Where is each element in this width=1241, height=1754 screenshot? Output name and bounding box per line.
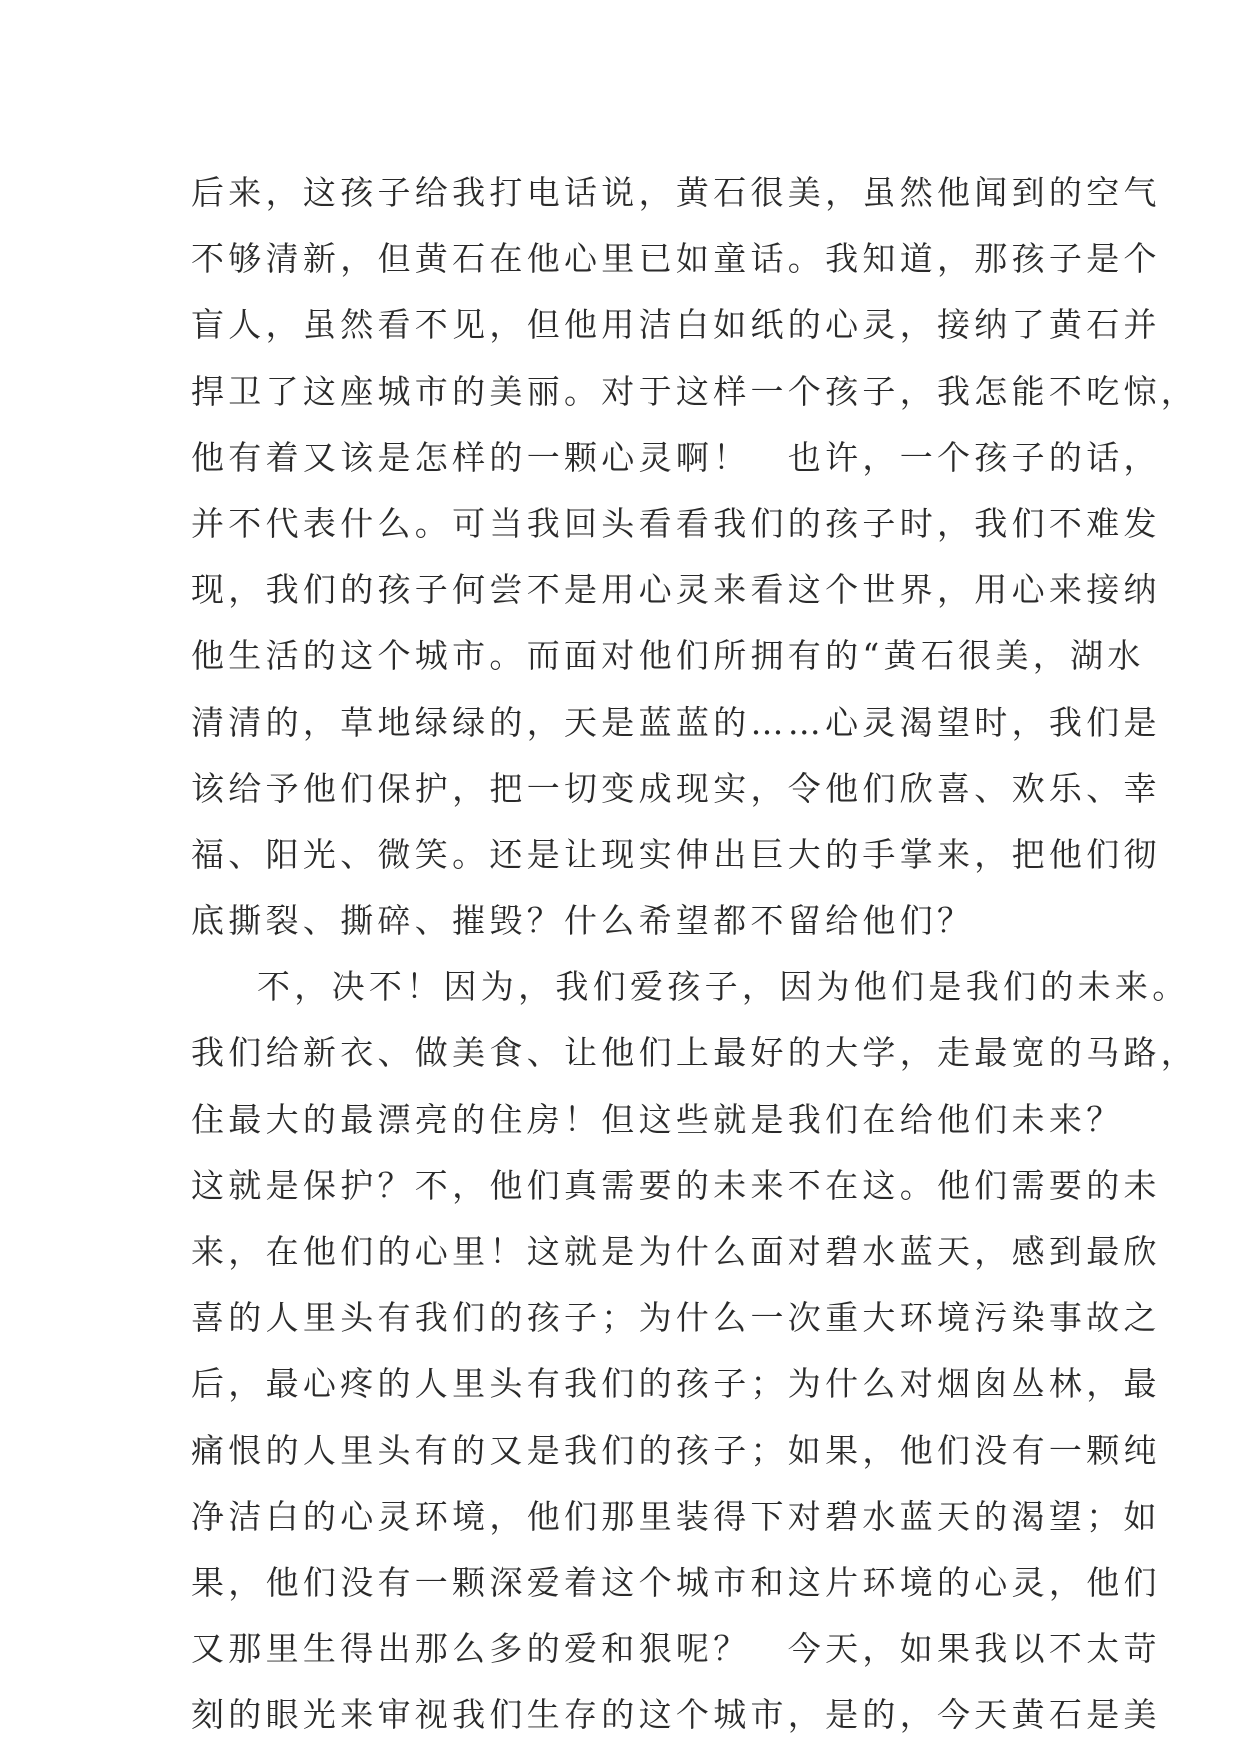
text-line: 底撕裂、撕碎、摧毁？什么希望都不留给他们？ — [191, 901, 975, 941]
text-line: 这就是保护？不，他们真需要的未来不在这。他们需要的未 — [191, 1165, 1161, 1205]
text-line: 来，在他们的心里！这就是为什么面对碧水蓝天，感到最欣 — [191, 1232, 1161, 1271]
text-line: 现，我们的孩子何尝不是用心灵来看这个世界，用心来接纳 — [191, 570, 1161, 610]
text-line: 盲人，虽然看不见，但他用洁白如纸的心灵，接纳了黄石并 — [191, 305, 1161, 345]
paragraph-first-line: 不，决不！因为，我们爱孩子，因为他们是我们的未来。 — [257, 967, 1190, 1007]
text-line: 净洁白的心灵环境，他们那里装得下对碧水蓝天的渴望；如 — [191, 1496, 1161, 1536]
text-line: 后，最心疼的人里头有我们的孩子；为什么对烟囱丛林，最 — [191, 1364, 1161, 1404]
text-line: 清清的，草地绿绿的，天是蓝蓝的……心灵渴望时，我们是 — [191, 702, 1161, 742]
text-line: 该给予他们保护，把一切变成现实，令他们欣喜、欢乐、幸 — [191, 768, 1161, 808]
text-line: 后来，这孩子给我打电话说，黄石很美，虽然他闻到的空气 — [191, 173, 1161, 212]
text-line: 并不代表什么。可当我回头看看我们的孩子时，我们不难发 — [191, 503, 1161, 543]
text-line: 刻的眼光来审视我们生存的这个城市，是的，今天黄石是美 — [191, 1695, 1161, 1735]
text-line: 福、阳光、微笑。还是让现实伸出巨大的手掌来，把他们彻 — [191, 834, 1161, 874]
text-line: 又那里生得出那么多的爱和狠呢？ 今天，如果我以不太苛 — [191, 1629, 1161, 1669]
text-line: 捍卫了这座城市的美丽。对于这样一个孩子，我怎能不吃惊， — [191, 371, 1199, 411]
text-line: 喜的人里头有我们的孩子；为什么一次重大环境污染事故之 — [191, 1298, 1161, 1338]
text-line: 不够清新，但黄石在他心里已如童话。我知道，那孩子是个 — [191, 239, 1161, 279]
text-line: 他有着又该是怎样的一颗心灵啊！ 也许，一个孩子的话， — [191, 437, 1161, 477]
text-line: 我们给新衣、做美食、让他们上最好的大学，走最宽的马路， — [191, 1033, 1199, 1073]
text-line: 果，他们没有一颗深爱着这个城市和这片环境的心灵，他们 — [191, 1562, 1161, 1602]
body-text — [191, 160, 1199, 1749]
text-line: 痛恨的人里头有的又是我们的孩子；如果，他们没有一颗纯 — [191, 1430, 1161, 1470]
text-line: 他生活的这个城市。而面对他们所拥有的“黄石很美，湖水 — [191, 636, 1145, 676]
text-line: 住最大的最漂亮的住房！但这些就是我们在给他们未来？ — [191, 1099, 1124, 1139]
